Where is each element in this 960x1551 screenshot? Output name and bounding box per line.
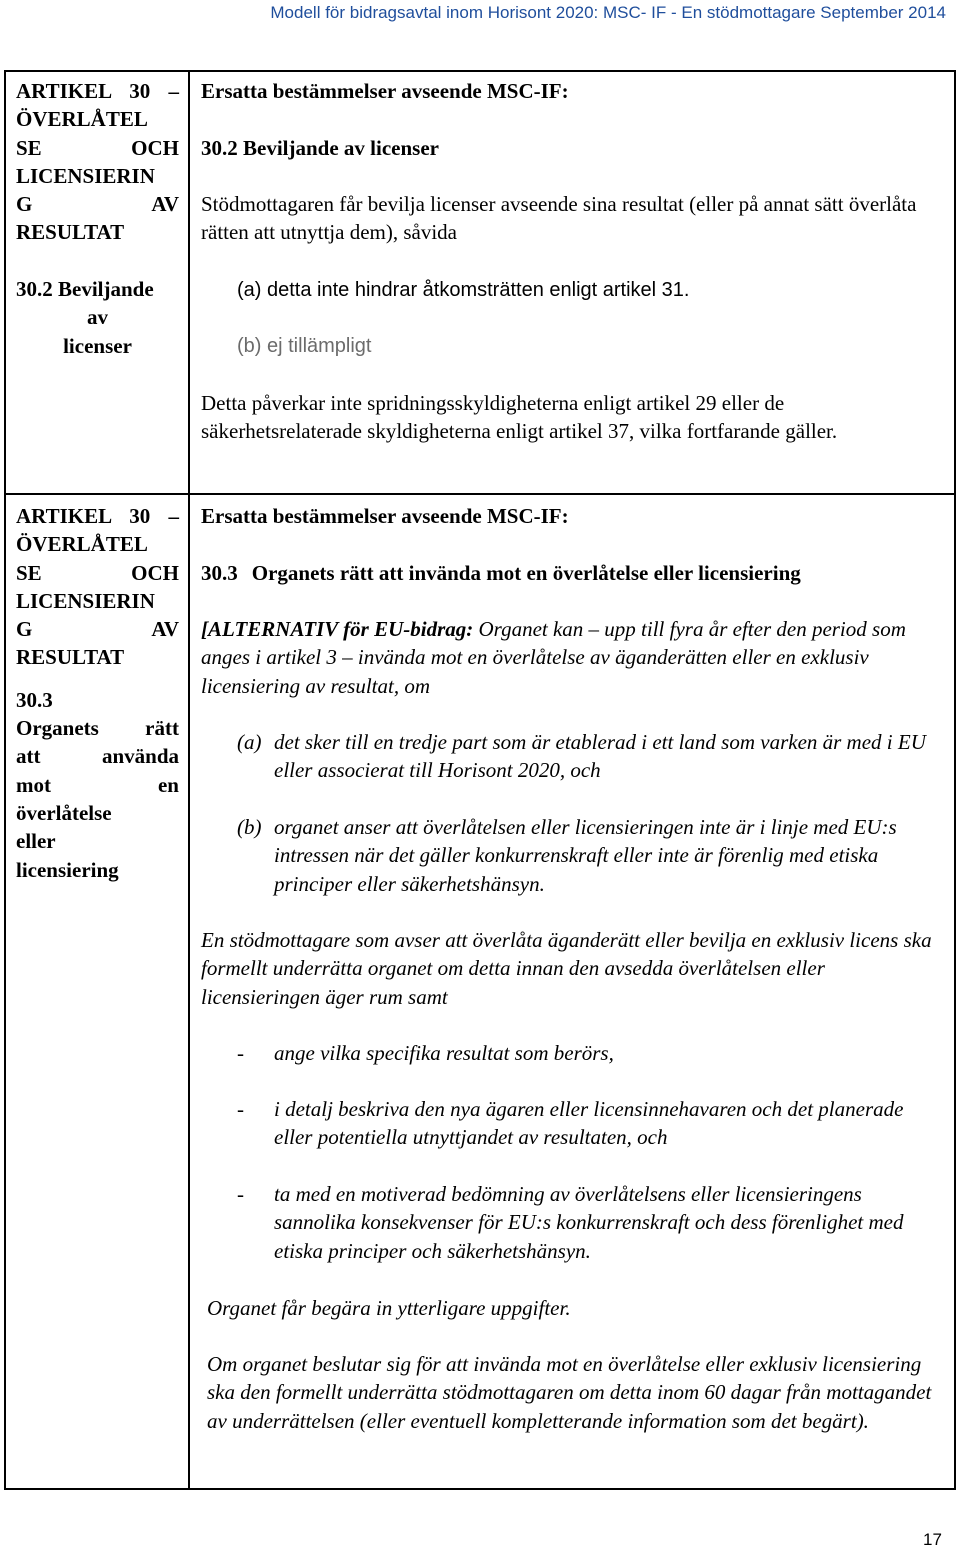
side-article-line: RESULTAT xyxy=(16,645,125,670)
list-item-b: organet anser att överlåtelsen eller licensieringen inte är i linje med EU:s intressen när det gäller konkurrenskraft eller inte är förenlig med etiska principer eller säkerhetshänsyn. xyxy=(274,815,897,896)
side-article-line: ARTIKEL 30 – xyxy=(16,79,179,103)
side-title-line: av xyxy=(87,305,108,330)
replacement-heading: Ersatta bestämmelser avseende MSC-IF: xyxy=(201,504,569,528)
alternative-label: [ALTERNATIV för EU-bidrag: xyxy=(201,617,474,641)
bullet-item: ange vilka specifika resultat som berörs, xyxy=(274,1041,614,1065)
side-title-line: överlåtelse xyxy=(16,800,112,825)
side-title-line: att använda xyxy=(16,744,179,769)
side-heading-30-2 xyxy=(16,77,179,360)
side-title-line: licensiering xyxy=(16,857,119,882)
side-article-line: ARTIKEL 30 – xyxy=(16,504,179,528)
further-info-paragraph: Organet får begära in ytterligare uppgifter. xyxy=(207,1296,571,1320)
note-paragraph: Detta påverkar inte spridningsskyldigheterna enligt artikel 29 eller de säkerhetsrelaterade skyldigheterna enligt artikel 37, vilka fortfarande gäller. xyxy=(201,391,838,444)
side-title-line: mot en xyxy=(16,772,179,797)
side-article-line: SE OCH xyxy=(16,135,179,160)
row-divider xyxy=(4,493,956,495)
running-header: Modell för bidragsavtal inom Horisont 2020: MSC- IF - En stödmottagare September 2014 xyxy=(270,3,946,22)
side-article-line: LICENSIERIN xyxy=(16,163,155,188)
side-article-line: RESULTAT xyxy=(16,220,125,245)
side-title-line: licenser xyxy=(63,333,132,358)
side-title-line: Organets rätt xyxy=(16,716,179,741)
list-item-b: (b) ej tillämpligt xyxy=(237,335,372,357)
bullet-item: i detalj beskriva den nya ägaren eller licensinnehavaren och det planerade eller potentiella utnyttjandet av resultaten, och xyxy=(274,1097,904,1150)
side-article-line: LICENSIERIN xyxy=(16,588,155,613)
bullet-dash: - xyxy=(237,1097,244,1121)
side-article-line: G AV xyxy=(16,192,179,217)
subheading-number: 30.3 xyxy=(201,561,238,585)
side-title-line: eller xyxy=(16,829,56,854)
page-number: 17 xyxy=(923,1530,942,1549)
side-title-line: 30.2 Beviljande xyxy=(16,277,154,302)
bullet-item: ta med en motiverad bedömning av överlåtelsens eller licensieringens sannolika konsekvenser för EU:s konkurrenskraft och dess förenlighet med etiska principer och säkerhetshänsyn. xyxy=(274,1182,904,1263)
list-item-a: (a) detta inte hindrar åtkomsträtten enligt artikel 31. xyxy=(237,279,690,301)
bullet-dash: - xyxy=(237,1182,244,1206)
side-heading-30-3 xyxy=(16,502,179,884)
alternative-paragraph xyxy=(201,615,945,700)
alternative-text: Organet kan – upp till fyra år efter den period som anges i artikel 3 – invända mot en överlåtelse av äganderätten eller en exklusiv licensiering av resultat, om xyxy=(201,617,906,698)
side-article-line: ÖVERLÅTEL xyxy=(16,107,148,132)
list-label-b: (b) xyxy=(237,815,262,839)
decision-paragraph: Om organet beslutar sig för att invända mot en överlåtelse eller exklusiv licensiering ska den formellt underrätta stödmottagaren om detta inom 60 dagar från mottagandet av underrättelsen (eller eventuell kompletterande information som det begärt). xyxy=(207,1352,932,1433)
subheading-text: Organets rätt att invända mot en överlåtelse eller licensiering xyxy=(251,561,801,585)
intro-paragraph: Stödmottagaren får bevilja licenser avseende sina resultat (eller på annat sätt överlåta rätten att utnyttja dem), såvida xyxy=(201,192,917,245)
side-article-line: G AV xyxy=(16,617,179,642)
bullet-dash: - xyxy=(237,1041,244,1065)
side-article-line: ÖVERLÅTEL xyxy=(16,532,148,557)
side-title-line: 30.3 xyxy=(16,687,53,712)
side-article-line: SE OCH xyxy=(16,560,179,585)
notice-paragraph: En stödmottagare som avser att överlåta äganderätt eller bevilja en exklusiv licens ska formellt underrätta organet om detta innan den avsedda överlåtelsen eller licensieringen äger rum samt xyxy=(201,928,932,1009)
list-label-a: (a) xyxy=(237,730,262,754)
subheading-30-2: 30.2 Beviljande av licenser xyxy=(201,136,439,160)
replacement-heading: Ersatta bestämmelser avseende MSC-IF: xyxy=(201,79,569,103)
subheading-30-3 xyxy=(201,559,945,587)
list-item-a: det sker till en tredje part som är etablerad i ett land som varken är med i EU eller associerat till Horisont 2020, och xyxy=(274,730,926,783)
column-divider xyxy=(188,70,190,1490)
